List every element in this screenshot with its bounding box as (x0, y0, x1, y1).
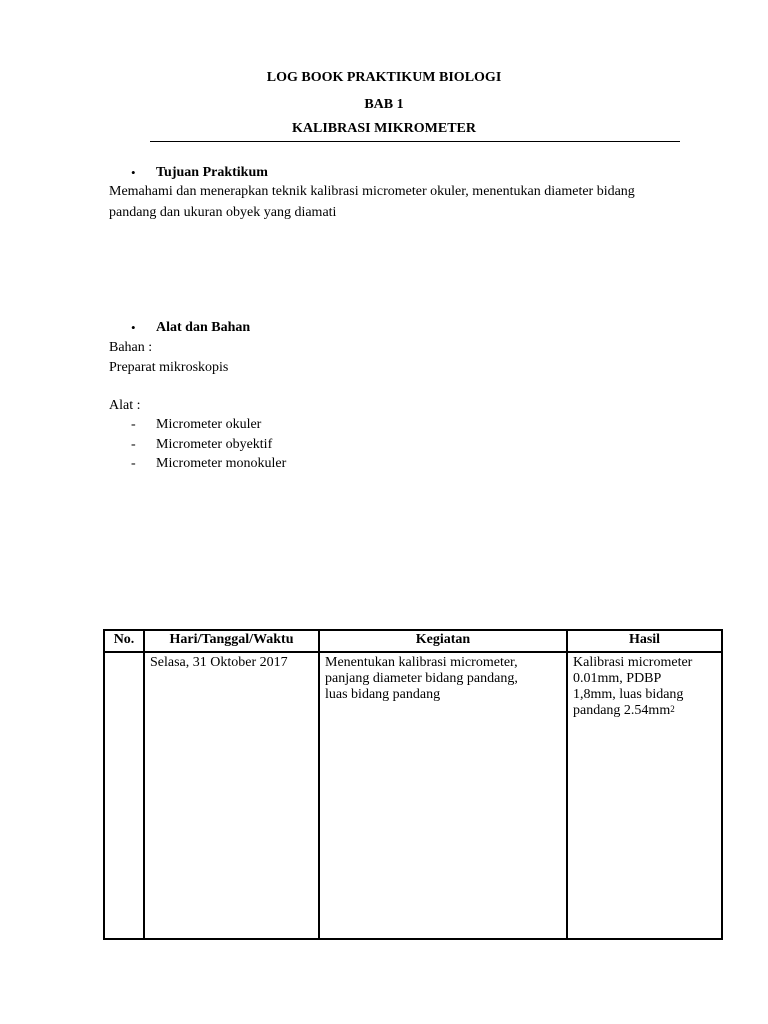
document-title: LOG BOOK PRAKTIKUM BIOLOGI (266, 70, 502, 85)
bullet-icon: • (131, 320, 136, 335)
date-text: Selasa, 31 Oktober 2017 (150, 655, 288, 670)
list-dash: - (131, 437, 136, 452)
table-row (104, 652, 722, 939)
section-heading-alat-bahan: Alat dan Bahan (156, 320, 251, 335)
section-heading-tujuan: Tujuan Praktikum (156, 165, 268, 180)
column-header-no: No. (104, 630, 144, 652)
kegiatan-line: panjang diameter bidang pandang, (325, 671, 518, 686)
kegiatan-line: Menentukan kalibrasi micrometer, (325, 655, 518, 670)
alat-item: Micrometer okuler (156, 417, 262, 432)
alat-label: Alat : (109, 398, 141, 413)
tujuan-text-line-2: pandang dan ukuran obyek yang diamati (109, 205, 337, 220)
list-dash: - (131, 456, 136, 471)
column-header-date: Hari/Tanggal/Waktu (144, 630, 319, 652)
bullet-icon: • (131, 165, 136, 180)
alat-item: Micrometer obyektif (156, 437, 273, 452)
hasil-line: 1,8mm, luas bidang (573, 687, 684, 702)
cell-no (104, 652, 144, 939)
bahan-item: Preparat mikroskopis (109, 360, 229, 375)
cell-date (144, 652, 319, 939)
cell-hasil (567, 652, 722, 939)
title-underline (150, 141, 680, 142)
list-dash: - (131, 417, 136, 432)
unit-superscript: 2 (670, 704, 675, 714)
tujuan-text-line-1: Memahami dan menerapkan teknik kalibrasi micrometer okuler, menentukan diameter bidang (109, 184, 635, 199)
table-header-row (104, 630, 722, 652)
hasil-line: Kalibrasi micrometer (573, 655, 693, 670)
alat-item: Micrometer monokuler (156, 456, 287, 471)
hasil-line: pandang 2.54mm (573, 703, 671, 718)
column-header-kegiatan: Kegiatan (319, 630, 567, 652)
log-table (103, 629, 723, 940)
cell-kegiatan (319, 652, 567, 939)
hasil-line: 0.01mm, PDBP (573, 671, 662, 686)
document-subtitle: KALIBRASI MIKROMETER (292, 121, 476, 136)
bahan-label: Bahan : (109, 340, 153, 355)
kegiatan-line: luas bidang pandang (325, 687, 441, 702)
column-header-hasil: Hasil (567, 630, 722, 652)
hasil-line-with-unit (573, 703, 716, 719)
chapter-label: BAB 1 (364, 97, 404, 112)
